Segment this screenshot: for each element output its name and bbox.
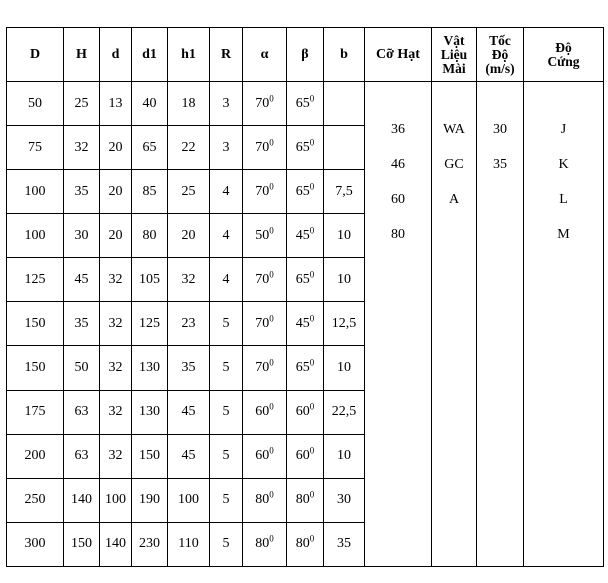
vat-lieu-mai-column-value: GC [444, 157, 464, 172]
degree-mark: 0 [309, 445, 315, 456]
co-hat-column-value: 80 [391, 227, 405, 242]
cell-beta [287, 82, 324, 126]
cell-alpha [243, 214, 287, 258]
cell-h1: 100 [168, 478, 210, 522]
cell-alpha [243, 170, 287, 214]
cell-alpha [243, 522, 287, 566]
degree-mark: 0 [309, 357, 315, 368]
angle-value: 80 [255, 492, 270, 508]
cell-d: 32 [100, 302, 132, 346]
toc-do-column-value: 35 [493, 157, 507, 172]
angle-value: 70 [255, 315, 270, 331]
cell-d: 50 [7, 82, 64, 126]
vat-lieu-mai-column [432, 82, 477, 567]
cell-alpha [243, 390, 287, 434]
cell-d: 20 [100, 170, 132, 214]
degree-mark: 0 [309, 225, 315, 236]
degree-mark: 0 [269, 401, 274, 412]
cell-h1: 45 [168, 434, 210, 478]
cell-r: 5 [210, 390, 243, 434]
co-hat-column-value: 60 [391, 192, 405, 207]
header-vat-lieu-mai-line: Mài [442, 60, 466, 76]
cell-alpha [243, 478, 287, 522]
cell-b: 30 [324, 478, 365, 522]
cell-d1: 150 [132, 434, 168, 478]
cell-h: 150 [64, 522, 100, 566]
angle-value: 65 [295, 271, 310, 287]
header-row [7, 28, 604, 82]
cell-h: 35 [64, 302, 100, 346]
table-body [7, 82, 604, 567]
cell-r: 5 [210, 478, 243, 522]
toc-do-column [477, 82, 524, 567]
degree-mark: 0 [309, 533, 315, 544]
do-cung-column-value: L [559, 192, 568, 207]
degree-mark: 0 [269, 489, 274, 500]
angle-value: 60 [255, 404, 270, 420]
cell-beta [287, 390, 324, 434]
degree-mark: 0 [269, 269, 274, 280]
cell-r: 4 [210, 258, 243, 302]
cell-beta [287, 214, 324, 258]
header-toc-do-line: (m/s) [485, 60, 515, 76]
angle-value: 65 [295, 183, 310, 199]
angle-value: 65 [295, 360, 310, 375]
degree-mark: 0 [309, 269, 315, 280]
cell-b: 10 [324, 346, 365, 390]
angle-value: 80 [255, 536, 270, 552]
cell-b: 10 [324, 434, 365, 478]
cell-d1: 40 [132, 82, 168, 126]
degree-mark: 0 [269, 445, 274, 456]
table-row [7, 82, 604, 126]
angle-value: 70 [255, 183, 270, 199]
co-hat-column-value: 46 [391, 157, 405, 172]
cell-d: 150 [7, 346, 64, 390]
angle-value: 45 [295, 227, 310, 243]
cell-h1: 23 [168, 302, 210, 346]
vat-lieu-mai-column-value: WA [443, 122, 465, 137]
cell-alpha [243, 434, 287, 478]
cell-h1: 45 [168, 390, 210, 434]
angle-value: 60 [255, 448, 270, 464]
cell-d: 175 [7, 390, 64, 434]
angle-value: 80 [295, 492, 310, 508]
angle-value: 65 [295, 95, 310, 111]
cell-h: 50 [64, 346, 100, 390]
degree-mark: 0 [309, 136, 315, 147]
cell-d: 250 [7, 478, 64, 522]
cell-b [324, 126, 365, 170]
cell-d: 200 [7, 434, 64, 478]
angle-value: 60 [295, 448, 310, 464]
degree-mark: 0 [309, 92, 315, 103]
spec-table-container [6, 27, 603, 567]
header-d1: d1 [132, 28, 168, 82]
cell-d: 13 [100, 82, 132, 126]
cell-d: 32 [100, 346, 132, 390]
cell-beta [287, 258, 324, 302]
cell-h1: 25 [168, 170, 210, 214]
degree-mark: 0 [269, 357, 274, 368]
cell-d: 20 [100, 126, 132, 170]
cell-d: 125 [7, 258, 64, 302]
co-hat-column-value: 36 [391, 122, 405, 137]
degree-mark: 0 [309, 401, 315, 412]
cell-h1: 110 [168, 522, 210, 566]
do-cung-column-value: J [560, 122, 567, 137]
angle-value: 70 [255, 360, 270, 375]
cell-h: 35 [64, 170, 100, 214]
header-do-cung [524, 28, 604, 82]
cell-d: 100 [100, 478, 132, 522]
cell-r: 3 [210, 82, 243, 126]
cell-b: 7,5 [324, 170, 365, 214]
degree-mark: 0 [269, 181, 274, 192]
cell-d: 32 [100, 390, 132, 434]
cell-beta [287, 126, 324, 170]
angle-value: 45 [295, 315, 310, 331]
cell-r: 3 [210, 126, 243, 170]
cell-r: 5 [210, 522, 243, 566]
cell-d: 150 [7, 302, 64, 346]
cell-h1: 35 [168, 346, 210, 390]
cell-d1: 230 [132, 522, 168, 566]
cell-h: 140 [64, 478, 100, 522]
cell-h: 63 [64, 434, 100, 478]
header-beta: β [287, 28, 324, 82]
degree-mark: 0 [269, 313, 274, 324]
cell-r: 4 [210, 214, 243, 258]
header-vat-lieu-mai-line: Vật [443, 32, 465, 48]
cell-alpha [243, 82, 287, 126]
cell-d1: 125 [132, 302, 168, 346]
vat-lieu-mai-column-value: A [448, 192, 460, 207]
cell-h: 45 [64, 258, 100, 302]
cell-beta [287, 302, 324, 346]
header-co-hat: Cỡ Hạt [365, 28, 432, 82]
degree-mark: 0 [309, 181, 315, 192]
cell-h1: 22 [168, 126, 210, 170]
header-h1: h1 [168, 28, 210, 82]
cell-d1: 190 [132, 478, 168, 522]
cell-h: 30 [64, 214, 100, 258]
cell-d: 75 [7, 126, 64, 170]
cell-alpha [243, 258, 287, 302]
cell-b: 12,5 [324, 302, 365, 346]
cell-d: 100 [7, 170, 64, 214]
cell-d1: 80 [132, 214, 168, 258]
cell-d: 300 [7, 522, 64, 566]
cell-r: 5 [210, 434, 243, 478]
angle-value: 65 [295, 139, 310, 155]
cell-alpha [243, 302, 287, 346]
cell-beta [287, 346, 324, 390]
header-vat-lieu-mai-line: Liệu [440, 46, 468, 62]
header-toc-do-line: Độ [491, 46, 509, 62]
header-do-cung-line: Cứng [547, 53, 580, 69]
cell-beta [287, 170, 324, 214]
cell-alpha [243, 346, 287, 390]
cell-r: 4 [210, 170, 243, 214]
cell-r: 5 [210, 346, 243, 390]
cell-b: 22,5 [324, 390, 365, 434]
header-b: b [324, 28, 365, 82]
cell-d1: 85 [132, 170, 168, 214]
cell-d: 140 [100, 522, 132, 566]
header-H: H [64, 28, 100, 82]
angle-value: 50 [255, 227, 270, 243]
cell-h1: 32 [168, 258, 210, 302]
degree-mark: 0 [309, 489, 315, 500]
cell-beta [287, 478, 324, 522]
cell-h1: 20 [168, 214, 210, 258]
angle-value: 70 [255, 95, 270, 111]
cell-d1: 130 [132, 346, 168, 390]
header-toc-do-line: Tốc [489, 32, 511, 48]
degree-mark: 0 [309, 313, 315, 324]
cell-d: 32 [100, 258, 132, 302]
cell-b: 10 [324, 214, 365, 258]
cell-b [324, 82, 365, 126]
cell-d1: 130 [132, 390, 168, 434]
toc-do-column-value: 30 [493, 122, 507, 137]
header-alpha: α [243, 28, 287, 82]
cell-d1: 105 [132, 258, 168, 302]
degree-mark: 0 [269, 136, 274, 147]
cell-alpha [243, 126, 287, 170]
co-hat-column [365, 82, 432, 567]
angle-value: 70 [255, 139, 270, 155]
degree-mark: 0 [269, 225, 274, 236]
degree-mark: 0 [269, 92, 274, 103]
header-d: d [100, 28, 132, 82]
do-cung-column [524, 82, 604, 567]
header-R: R [210, 28, 243, 82]
cell-h: 63 [64, 390, 100, 434]
cell-d: 32 [100, 434, 132, 478]
cell-h1: 18 [168, 82, 210, 126]
degree-mark: 0 [269, 533, 274, 544]
cell-h: 32 [64, 126, 100, 170]
cell-r: 5 [210, 302, 243, 346]
header-D: D [7, 28, 64, 82]
cell-b: 35 [324, 522, 365, 566]
angle-value: 70 [255, 271, 270, 287]
cell-d: 100 [7, 214, 64, 258]
angle-value: 60 [295, 404, 310, 420]
do-cung-column-value: K [558, 157, 569, 172]
cell-d1: 65 [132, 126, 168, 170]
header-do-cung-line: Độ [555, 39, 572, 55]
cell-d: 20 [100, 214, 132, 258]
angle-value: 80 [295, 536, 310, 552]
do-cung-column-value: M [557, 227, 570, 242]
cell-beta [287, 434, 324, 478]
cell-h: 25 [64, 82, 100, 126]
cell-beta [287, 522, 324, 566]
header-toc-do [477, 28, 524, 82]
header-vat-lieu-mai [432, 28, 477, 82]
grinding-wheel-spec-table [6, 27, 604, 567]
cell-b: 10 [324, 258, 365, 302]
